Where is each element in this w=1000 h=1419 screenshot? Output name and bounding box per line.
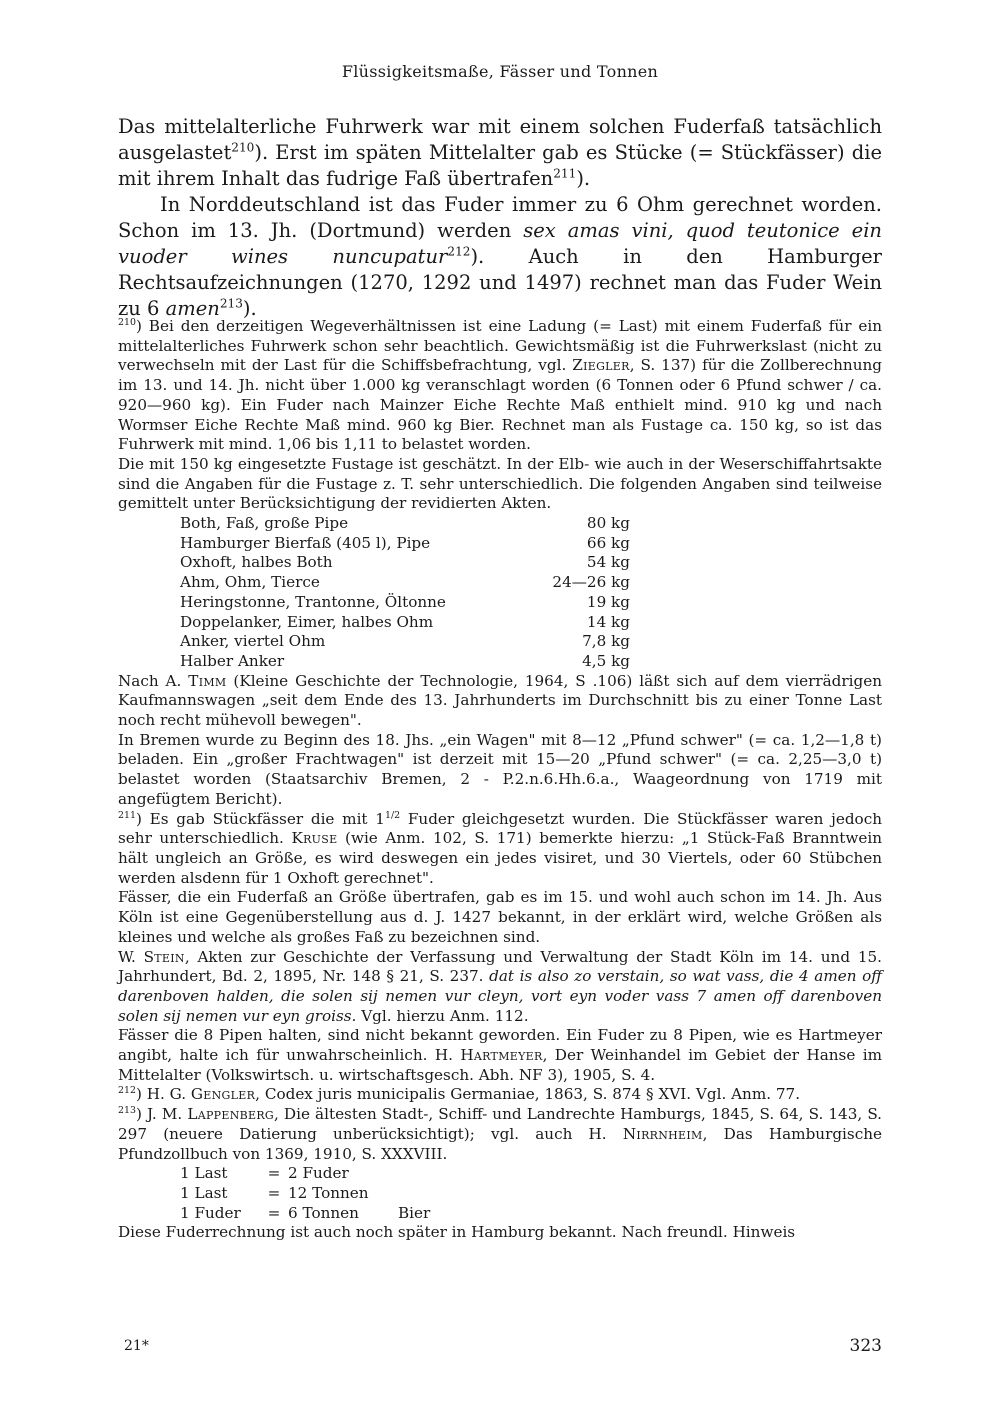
fustage-value: 80 kg — [586, 514, 630, 533]
fustage-row — [180, 553, 630, 573]
fustage-item: Anker, viertel Ohm — [180, 632, 326, 651]
fustage-table — [180, 514, 630, 672]
main-text — [118, 114, 882, 322]
fustage-row — [180, 652, 630, 672]
fustage-item: Doppelanker, Eimer, halbes Ohm — [180, 612, 434, 631]
footnote-210-para-2: Die mit 150 kg eingesetzte Fustage ist geschätzt. In der Elb- wie auch in der Weserschiffahrtsakte sind die Angaben für die Fustage z. T. sehr unterschiedlich. Die folgenden Angaben sind teilweise gemittelt unter Berücksichtigung der revidierten Akten. — [118, 454, 882, 513]
equivalence-row — [180, 1164, 458, 1184]
main-paragraph-2: In Norddeutschland ist das Fuder immer zu 6 Ohm gerechnet worden. Schon im 13. Jh. (Dortmund) werden sex amas vini, quod teutonice ein vuoder wines nuncupatur$^{212}$). Auch in den Hamburger Rechtsaufzeichnungen (1270, 1292 und 1497) rechnet man das Fuder Wein zu 6 amen$^{213}$). — [118, 193, 882, 320]
equivalence-op: = — [267, 1164, 281, 1183]
equivalence-left: 1 Last — [180, 1164, 228, 1183]
fustage-value: 54 kg — [586, 553, 630, 572]
footnote-213: $^{213}$) J. M. Lappenberg, Die ältesten Stadt-, Schiff- und Landrechte Hamburgs, 1845, S. 64, S. 143, S. 297 (neuere Datierung unberücksichtigt); vgl. auch H. Nirrnheim, Das Hamburgische Pfundzollbuch von 1369, 1910, S. XXXVIII. — [118, 1105, 883, 1163]
footnote-210-para-4: In Bremen wurde zu Beginn des 18. Jhs. „ein Wagen" mit 8—12 „Pfund schwer" (= ca. 1,2—1,8 t) beladen. Ein „großer Frachtwagen" ist derzeit mit 15—20 „Pfund schwer" (= ca. 2,25—3,0 t) belastet worden (Staatsarchiv Bremen, 2 - P.2.n.6.Hh.6.a., Waageordnung von 1719 mit angefügtem Bericht). — [118, 730, 882, 808]
equivalence-table — [180, 1164, 458, 1223]
footnote-211: $^{211}$) Es gab Stückfässer die mit $1^{1/2}$ Fuder gleichgesetzt wurden. Die Stückfässer waren jedoch sehr unterschiedlich. Kruse (wie Anm. 102, S. 171) bemerkte hierzu: „1 Stück-Faß Branntwein hält ungleich an Größe, es wird deswegen ein jedes visiret, und 30 Viertels, oder 60 Stübchen werden alsdenn für 1 Oxhoft gerechnet". — [118, 809, 882, 887]
equivalence-row — [180, 1204, 458, 1224]
footnote-211-para-3: W. Stein, Akten zur Geschichte der Verfassung und Verwaltung der Stadt Köln im 14. und 15. Jahrhundert, Bd. 2, 1895, Nr. 148 § 21, S. 237. dat is also zo verstain, so wat vass, die 4 amen off darenboven halden, die solen sij nemen vur cleyn, vort eyn voder vass 7 amen off darenboven solen sij nemen vur eyn groiss. Vgl. hierzu Anm. 112. — [118, 947, 882, 1025]
equivalence-op: = — [267, 1203, 281, 1222]
fustage-item: Oxhoft, halbes Both — [180, 553, 333, 572]
signature-mark: 21* — [124, 1338, 149, 1354]
fustage-value: 24—26 kg — [552, 573, 630, 592]
running-title: Flüssigkeitsmaße, Fässer und Tonnen — [341, 62, 659, 81]
fustage-item: Hamburger Bierfaß (405 l), Pipe — [180, 533, 431, 552]
fustage-value: 19 kg — [586, 592, 630, 611]
footnote-mark-210: 210 — [118, 316, 136, 328]
equivalence-right: 6 Tonnen — [288, 1203, 359, 1222]
footnote-ref-213[interactable]: 213 — [219, 296, 243, 311]
footnote-212: $^{212}$) H. G. Gengler, Codex juris municipalis Germaniae, 1863, S. 874 § XVI. Vgl. Anm. 77. — [118, 1085, 801, 1104]
equivalence-op: = — [267, 1183, 281, 1202]
fustage-value: 4,5 kg — [582, 651, 630, 670]
footnote-211-para-2: Fässer, die ein Fuderfaß an Größe übertrafen, gab es im 15. und wohl auch schon im 14. Jh. Aus Köln ist eine Gegenüberstellung aus d. J. 1427 bekannt, in der erklärt wird, welche Größen als kleines und welche als großes Faß zu bezeichnen sind. — [118, 888, 882, 946]
fustage-item: Heringstonne, Trantonne, Öltonne — [180, 592, 446, 611]
equivalence-left: 1 Fuder — [180, 1203, 241, 1222]
fraction: 1/2 — [384, 809, 401, 821]
fustage-row — [180, 593, 630, 613]
footnote-mark-213: 213 — [118, 1105, 136, 1117]
footnote-211-para-4: Fässer die 8 Pipen halten, sind nicht bekannt geworden. Ein Fuder zu 8 Pipen, wie es Hartmeyer angibt, halte ich für unwahrscheinlich. H. Hartmeyer, Der Weinhandel im Gebiet der Hanse im Mittelalter (Volkswirtsch. u. wirtschaftsgesch. Abh. NF 3), 1905, S. 4. — [118, 1026, 882, 1084]
equivalence-extra — [398, 1184, 458, 1204]
footnotes — [118, 317, 882, 1243]
fustage-item: Both, Faß, große Pipe — [180, 514, 349, 533]
document-page — [118, 0, 882, 1419]
footnote-ref-212[interactable]: 212 — [447, 244, 471, 259]
footnote-ref-211[interactable]: 211 — [553, 166, 577, 181]
fustage-row — [180, 573, 630, 593]
footnote-mark-212: 212 — [118, 1085, 136, 1097]
equivalence-left: 1 Last — [180, 1183, 228, 1202]
equivalence-right: 2 Fuder — [288, 1164, 349, 1183]
fustage-row — [180, 514, 630, 534]
main-paragraph-1: Das mittelalterliche Fuhrwerk war mit einem solchen Fuderfaß tatsächlich ausgelastet$^{210}$). Erst im späten Mittelalter gab es Stücke (= Stückfässer) die mit ihrem Inhalt das fudrige Faß übertrafen$^{211}$). — [118, 115, 882, 190]
fustage-row — [180, 534, 630, 554]
footnote-210-para-3: Nach A. Timm (Kleine Geschichte der Technologie, 1964, S .106) läßt sich auf dem vierrädrigen Kaufmannswagen „seit dem Ende des 13. Jahrhunderts im Durchschnitt bis zu einer Tonne Last noch recht mühevoll bewegen". — [118, 671, 882, 730]
equivalence-extra: Bier — [398, 1203, 431, 1222]
fustage-value: 14 kg — [586, 612, 630, 631]
fustage-row — [180, 613, 630, 633]
fustage-item: Ahm, Ohm, Tierce — [180, 573, 320, 592]
footnote-ref-210[interactable]: 210 — [231, 140, 255, 155]
fustage-row — [180, 632, 630, 652]
footnote-213-para-2: Diese Fuderrechnung ist auch noch später in Hamburg bekannt. Nach freundl. Hinweis — [118, 1223, 796, 1242]
footnote-mark-211: 211 — [118, 809, 136, 821]
fustage-value: 7,8 kg — [582, 632, 630, 651]
page-number: 323 — [849, 1336, 882, 1356]
fustage-item: Halber Anker — [180, 651, 285, 670]
equivalence-right: 12 Tonnen — [288, 1183, 369, 1202]
equivalence-row — [180, 1184, 458, 1204]
footnote-210: $^{210}$) Bei den derzeitigen Wegeverhältnissen ist eine Ladung (= Last) mit einem Fuderfaß für ein mittelalterliches Fuhrwerk schon sehr beachtlich. Gewichtsmäßig ist die Fuhrwerkslast (nicht zu verwechseln mit der Last für die Schiffsbefrachtung, vgl. Ziegler, S. 137) für die Zollberechnung im 13. und 14. Jh. nicht über 1.000 kg veranschlagt worden (6 Tonnen oder 6 Pfund schwer / ca. 920—960 kg). Ein Fuder nach Mainzer Eiche Rechte Maß enthielt mind. 910 kg und nach Wormser Eiche Rechte Maß mind. 960 kg Bier. Rechnet man als Fustage ca. 150 kg, so ist das Fuhrwerk mit mind. 1,06 bis 1,11 to belastet worden. — [118, 316, 883, 454]
equivalence-extra — [398, 1164, 458, 1184]
fustage-value: 66 kg — [586, 533, 630, 552]
